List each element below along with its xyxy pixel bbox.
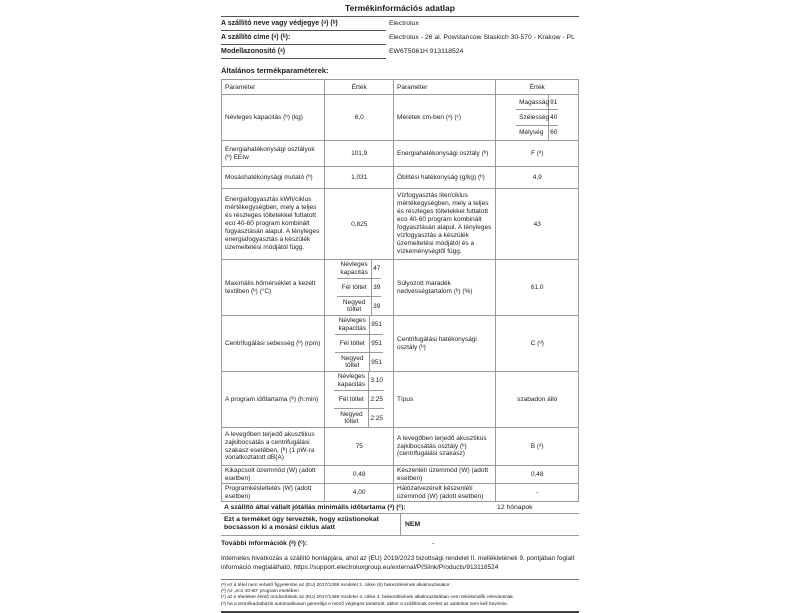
load-value: 951 (370, 316, 383, 334)
spin-speed-row (222, 316, 578, 372)
footnote-d: (ᵈ) ha a termékadatbázis automatikusan generálja e mező végleges tartalmát, akkor a szállítónak ezeket az adatokat nem kell bevinnie. (221, 602, 579, 608)
supplier-name-value: Electrolux (386, 17, 579, 27)
general-parameters-heading: Általános termékparaméterek: (221, 66, 579, 75)
load-label: Névleges kapacitás (337, 260, 372, 278)
duration-label: A program időtartama (ᵇ) (h:min) (225, 396, 318, 404)
header-parameter-2: Paraméter (394, 80, 496, 94)
header-parameter-1: Paraméter (222, 80, 325, 94)
supplier-name-label: A szállító neve vagy védjegye (ᵃ) (ᵇ) (221, 17, 386, 31)
load-value: 47 (372, 260, 381, 278)
product-information-sheet (221, 0, 579, 613)
dimension-row-depth (516, 126, 558, 140)
guarantee-value: 12 hónapok (495, 502, 579, 513)
delay-start-label: Programkésleltetés (W) (adott esetben) (225, 485, 321, 501)
guarantee-label: A szállító által vállalt jótállás minimális időtartama (ᵃ) (ᶜ): (221, 502, 495, 513)
type-value: szabadon álló (496, 372, 578, 427)
more-info-label: További információk (ᵃ) (ᶜ): (221, 540, 432, 547)
standby-label: Készenléti üzemmód (W) (adott esetben) (397, 467, 492, 483)
energy-class-value: F (ᵈ) (496, 141, 578, 166)
delay-start-row (222, 484, 578, 501)
eei-label: Energiahatékonysági osztályok (ᵇ) EEIw (225, 146, 321, 162)
load-value: 39 (372, 279, 381, 297)
rinse-value: 4,9 (496, 167, 578, 188)
header-value-1: Érték (325, 80, 394, 94)
load-label: Fél töltet (337, 279, 372, 297)
dimension-value: 40 (549, 110, 558, 124)
footnote-a: (ᵃ) ez a tétel nem vehető figyelembe az (EU) 2017/1369 rendelet 2. cikke (6) bekezdésének alkalmazásakor. (221, 583, 579, 589)
supplier-weblink-text: Internetes hivatkozás a szállító honlapjára, ahol az (EU) 2019/2023 bizottsági rendelet II. mellékletének 9. pontjában foglalt információ megtalálható: https://support.electroluxgroup.eu/external/PISlink/Products/913118524 (221, 555, 579, 580)
noise-value: 75 (325, 428, 394, 465)
max-temp-subtable (325, 260, 394, 315)
model-id-value: EW6T5061H 913118524 (386, 45, 579, 55)
silver-ions-value: NEM (401, 514, 579, 535)
spin-class-label: Centrifugálási hatékonysági osztály (ᵇ) (397, 336, 492, 352)
page-title: Termékinformációs adatlap (221, 3, 579, 17)
spin-class-value: C (ᵈ) (496, 316, 578, 371)
load-value: 2:25 (369, 391, 384, 409)
max-temp-label: Maximális hőmérséklet a kezelt textilben (ᵇ) (°C) (225, 280, 321, 296)
residual-moisture-value: 61,0 (496, 260, 578, 315)
off-mode-value: 0,48 (325, 466, 394, 483)
dimension-value: 60 (549, 126, 558, 140)
wash-index-value: 1,031 (325, 167, 394, 188)
capacity-value: 6,0 (325, 95, 394, 140)
silver-ions-row (221, 514, 579, 536)
silver-ions-label: Ezt a terméket úgy tervezték, hogy ezüstionokat bocsásson ki a mosási ciklus alatt (221, 514, 401, 535)
capacity-label: Névleges kapacitás (ᵇ) (kg) (225, 114, 303, 122)
residual-moisture-label: Súlyozott maradék nedvességtartalom (ᵇ) (%) (397, 280, 492, 296)
load-label: Fél töltet (335, 335, 370, 353)
guarantee-row (221, 502, 579, 514)
spin-speed-subtable (325, 316, 394, 371)
supplier-name-row (221, 17, 579, 31)
more-info-value: - (432, 540, 579, 547)
load-label: Névleges kapacitás (335, 316, 370, 334)
header-value-2: Érték (496, 80, 578, 94)
wash-index-label: Mosáshatékonysági mutató (ᵇ) (225, 174, 313, 182)
dimensions-subtable (496, 95, 578, 140)
dimension-label: Magasság (516, 95, 549, 109)
standby-value: 0,48 (496, 466, 578, 483)
energy-class-label: Energiahatékonysági osztály (ᵇ) (397, 150, 488, 158)
parameters-table (221, 79, 579, 502)
consumption-row (222, 189, 578, 260)
load-label: Negyed töltet (334, 409, 369, 427)
supplier-address-value: Electrolux - 26 al. Powstancow Slaskich 30-570 - Krakow - PL (386, 31, 579, 41)
networked-standby-label: Hálózatvezérelt készenléti üzemmód (W) (adott esetben) (397, 485, 492, 501)
type-label: Típus (397, 396, 413, 404)
noise-label: A levegőben terjedő akusztikus zajkibocsátás a centrifugálási szakasz esetében, (ᵇ) (1 pW-ra vonatkoztatott dB(A) (225, 431, 321, 463)
noise-class-value: B (ᵈ) (496, 428, 578, 465)
energy-consumption-label: Energiafogyasztás kWh/ciklus mértékegységben, mely a teljes és részleges töltetekkel futtatott eco 40-60 program kombinált fogyasztásán alapul. A tényleges energiafogyasztás a készülék üzemeltetési módjától függ. (225, 196, 321, 251)
noise-row (222, 428, 578, 466)
dimension-label: Mélység (516, 126, 549, 140)
spin-speed-label: Centrifugálási sebesség (ᵇ) (rpm) (225, 340, 320, 348)
eei-value: 101,9 (325, 141, 394, 166)
load-value: 3:10 (369, 372, 384, 390)
dimension-row-height (516, 95, 558, 110)
duration-subtable (325, 372, 394, 427)
load-label: Negyed töltet (335, 353, 370, 371)
footnote-b: (ᵇ) Az „eco 40-60” program esetében (221, 589, 579, 595)
off-mode-label: Kikapcsolt üzemmód (W) (adott esetben) (225, 467, 321, 483)
max-temperature-row (222, 260, 578, 316)
dimension-value: 91 (549, 95, 558, 109)
load-value: 951 (370, 335, 383, 353)
table-header-row (222, 80, 578, 95)
water-consumption-label: Vízfogyasztás liter/ciklus mértékegységben, mely a teljes és részleges töltetekkel futtatott eco 40-60 program kombinált fogyasztásán alapul. A tényleges vízfogyasztás a készülék üzemeltetési módjától és a vízkeménységtől függ. (397, 192, 492, 255)
capacity-dimensions-row (222, 95, 578, 141)
load-value: 2:25 (369, 409, 384, 427)
wash-efficiency-row (222, 167, 578, 189)
rinse-label: Öblítési hatékonyság (g/kg) (ᵇ) (397, 174, 485, 182)
model-id-label: Modellazonosító (ᵃ) (221, 45, 386, 59)
supplier-address-label: A szállító címe (ᵃ) (ᵇ): (221, 31, 386, 45)
off-mode-row (222, 466, 578, 484)
footnote-c: (ᶜ) az e tételeket érintő módosítások az (EU) 2017/1369 rendelet 4. cikke 4. bekezdésének alkalmazásában nem tekintendők relevánsnak. (221, 595, 579, 601)
noise-class-label: A levegőben terjedő akusztikus zajkibocsátás osztály (ᵇ) (centrifugálási szakasz) (397, 435, 492, 459)
energy-consumption-value: 0,825 (325, 189, 394, 259)
dimension-label: Szélesség (516, 110, 549, 124)
load-label: Fél töltet (334, 391, 369, 409)
energy-index-row (222, 141, 578, 167)
load-label: Névleges kapacitás (334, 372, 369, 390)
delay-start-value: 4,00 (325, 484, 394, 501)
load-value: 39 (372, 297, 381, 315)
load-label: Negyed töltet (337, 297, 372, 315)
model-id-row (221, 45, 579, 59)
dimensions-label: Méretek cm-ben (ᵃ) (ᶜ) (397, 114, 461, 122)
networked-standby-value: - (496, 484, 578, 501)
dimension-row-width (516, 110, 558, 125)
load-value: 951 (370, 353, 383, 371)
water-consumption-value: 43 (496, 189, 578, 259)
footnotes (221, 583, 579, 613)
more-info-row (221, 540, 579, 547)
programme-duration-row (222, 372, 578, 428)
supplier-address-row (221, 31, 579, 45)
